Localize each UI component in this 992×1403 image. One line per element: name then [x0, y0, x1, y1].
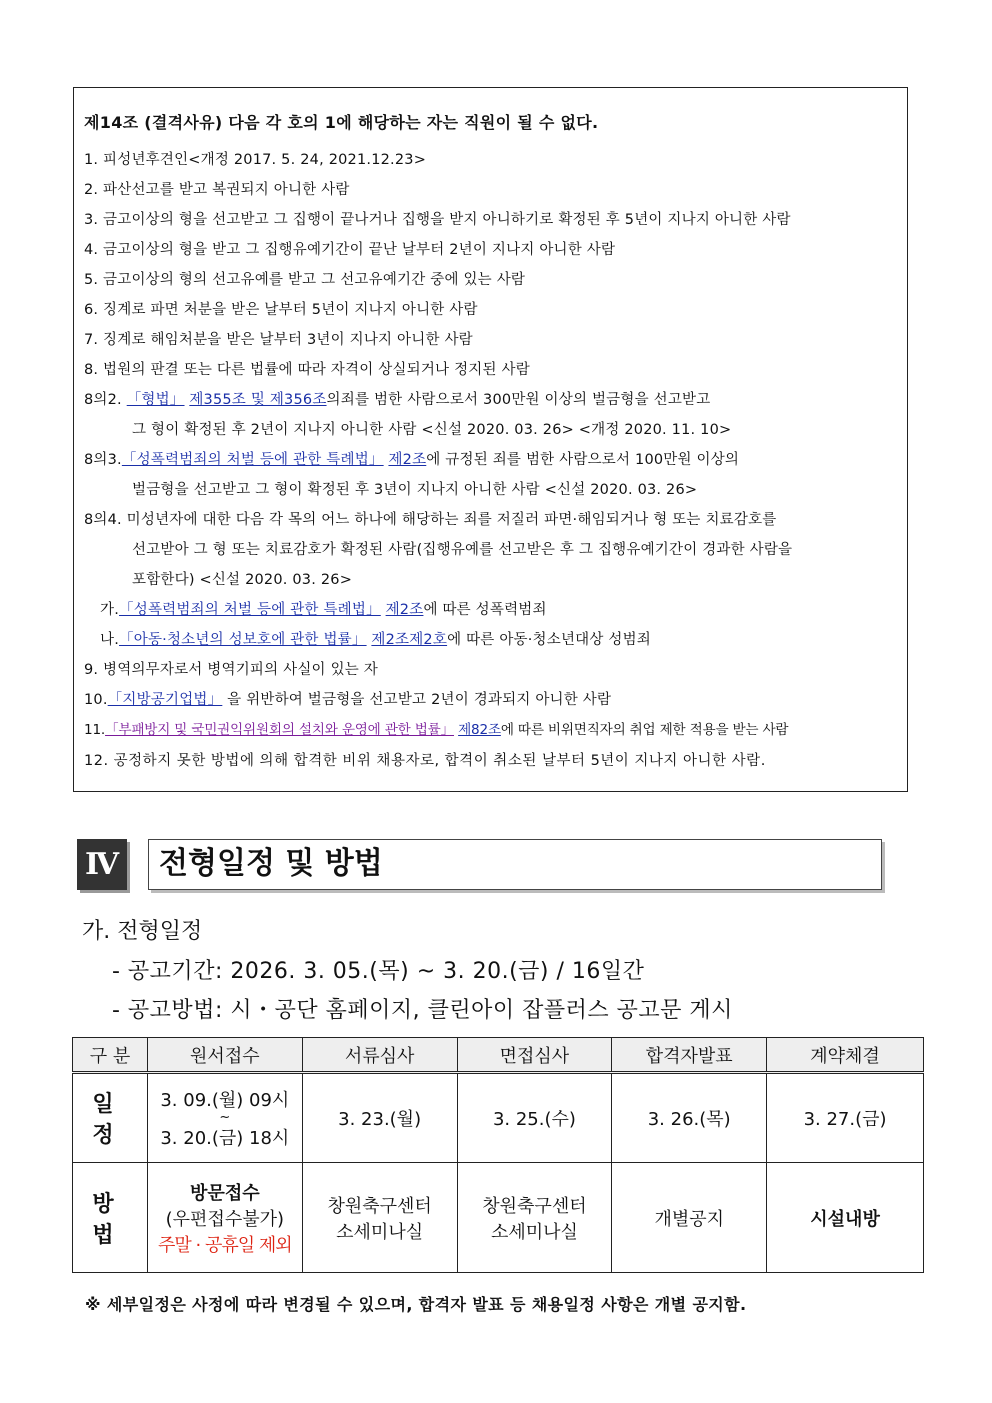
header-announcement: 합격자발표	[612, 1038, 767, 1073]
item-text: 에 규정된 죄를 범한 사람으로서 100만원 이상의	[426, 452, 740, 468]
law-link-article-2[interactable]: 제2조	[385, 602, 424, 618]
item-prefix: 나.	[100, 632, 120, 648]
item-8-2	[84, 388, 710, 409]
cell-announce-method: 개별공지	[612, 1163, 767, 1273]
item-9: 9. 병역의무자로서 병역기피의 사실이 있는 자	[84, 662, 379, 678]
header-reception: 원서접수	[147, 1038, 302, 1073]
item-8-4-l3: 포함한다) <신설 2020. 03. 26>	[132, 572, 353, 588]
law-link-anti-corruption-act[interactable]: 「부패방지 및 국민권익위원회의 설치와 운영에 관한 법률」	[105, 722, 454, 738]
schedule-note: ※ 세부일정은 사정에 따라 변경될 수 있으며, 합격자 발표 등 채용일정 사항은 개별 공지함.	[85, 1295, 747, 1314]
header-contract: 계약체결	[767, 1038, 924, 1073]
item-7: 7. 징계로 해임처분을 받은 날부터 3년이 지나지 아니한 사람	[84, 332, 473, 348]
cell-announce-date: 3. 26.(목)	[612, 1073, 767, 1163]
item-na	[100, 628, 651, 649]
article-title: 제14조 (결격사유) 다음 각 호의 1에 해당하는 자는 직원이 될 수 없다.	[84, 113, 599, 132]
table-row-schedule	[73, 1073, 924, 1163]
header-document-review: 서류심사	[302, 1038, 457, 1073]
holiday-excluded: 주말 · 공휴일 제외	[158, 1234, 292, 1256]
item-6: 6. 징계로 파면 처분을 받은 날부터 5년이 지나지 아니한 사람	[84, 302, 478, 318]
item-prefix: 8의2.	[84, 392, 127, 408]
docs-room: 소세미나실	[336, 1221, 424, 1243]
item-8: 8. 법원의 판결 또는 다른 법률에 따라 자격이 상실되거나 정지된 사람	[84, 362, 530, 378]
cell-contract-method: 시설내방	[767, 1163, 924, 1273]
item-4: 4. 금고이상의 형을 받고 그 집행유예기간이 끝난 날부터 2년이 지나지 아니한 사람	[84, 242, 616, 258]
law-link-article-355[interactable]: 제355조 및 제356조	[189, 392, 327, 408]
item-8-2-cont: 그 형이 확정된 후 2년이 지나지 아니한 사람 <신설 2020. 03. 26> <개정 2020. 11. 10>	[132, 422, 732, 438]
cell-docs-date: 3. 23.(월)	[302, 1073, 457, 1163]
item-prefix: 가.	[100, 602, 120, 618]
item-text: 의죄를 범한 사람으로서 300만원 이상의 벌금형을 선고받고	[326, 392, 711, 408]
interview-room: 소세미나실	[490, 1221, 578, 1243]
cell-interview-date: 3. 25.(수)	[457, 1073, 612, 1163]
header-category: 구 분	[73, 1038, 148, 1073]
item-8-4-l2: 선고받아 그 형 또는 치료감호가 확정된 사람(집행유예를 선고받은 후 그 집행유예기간이 경과한 사람을	[132, 542, 793, 558]
law-link-article-2[interactable]: 제2조	[388, 452, 427, 468]
item-8-3-cont: 벌금형을 선고받고 그 형이 확정된 후 3년이 지나지 아니한 사람 <신설 2020. 03. 26>	[132, 482, 698, 498]
item-text: 에 따른 성폭력범죄	[423, 602, 547, 618]
item-prefix: 10.	[84, 692, 108, 708]
item-prefix: 11.	[84, 722, 106, 738]
table-row-method	[73, 1163, 924, 1273]
law-link-sexual-violence-act[interactable]: 「성폭력범죄의 처벌 등에 관한 특례법」	[119, 602, 381, 618]
law-link-article-82[interactable]: 제82조	[458, 722, 501, 738]
item-11	[84, 718, 788, 738]
visit-reception: 방문접수	[190, 1182, 260, 1204]
cell-reception-date	[147, 1073, 302, 1163]
schedule-table	[72, 1037, 924, 1273]
posting-period: - 공고기간: 2026. 3. 05.(목) ~ 3. 20.(금) / 16일간	[112, 959, 645, 984]
reception-tilde: ~	[219, 1110, 231, 1125]
reception-start: 3. 09.(월) 09시	[160, 1090, 290, 1111]
law-link-local-enterprise-act[interactable]: 「지방공기업법」	[107, 692, 223, 708]
section-number: Ⅳ	[77, 839, 127, 890]
law-link-sexual-violence-act[interactable]: 「성폭력범죄의 처벌 등에 관한 특례법」	[121, 452, 384, 468]
item-text: 에 따른 비위면직자의 취업 제한 적용을 받는 사람	[500, 722, 789, 738]
table-header-row	[73, 1038, 924, 1073]
item-8-4-l1: 8의4. 미성년자에 대한 다음 각 목의 어느 하나에 해당하는 죄를 저질러 파면·해임되거나 형 또는 치료감호를	[84, 512, 777, 528]
cell-interview-method	[457, 1163, 612, 1273]
item-prefix: 8의3.	[84, 452, 122, 468]
law-link-criminal-act[interactable]: 「형법」	[126, 392, 185, 408]
cell-contract-date: 3. 27.(금)	[767, 1073, 924, 1163]
item-8-3	[84, 448, 739, 469]
item-3: 3. 금고이상의 형을 선고받고 그 집행이 끝나거나 집행을 받지 아니하기로 확정된 후 5년이 지나지 아니한 사람	[84, 212, 791, 228]
no-mail: (우편접수불가)	[165, 1208, 285, 1230]
cell-docs-method	[302, 1163, 457, 1273]
header-interview: 면접심사	[457, 1038, 612, 1073]
posting-method: - 공고방법: 시・공단 홈페이지, 클린아이 잡플러스 공고문 게시	[112, 998, 733, 1023]
item-text: 을 위반하여 벌금형을 선고받고 2년이 경과되지 아니한 사람	[222, 692, 612, 708]
item-12: 12. 공정하지 못한 방법에 의해 합격한 비위 채용자로, 합격이 취소된 날부터 5년이 지나지 아니한 사람.	[84, 753, 766, 769]
item-5: 5. 금고이상의 형의 선고유예를 받고 그 선고유예기간 중에 있는 사람	[84, 272, 526, 288]
cell-reception-method	[147, 1163, 302, 1273]
item-10	[84, 688, 611, 709]
reception-end: 3. 20.(금) 18시	[160, 1128, 290, 1149]
law-link-youth-protection-act[interactable]: 「아동·청소년의 성보호에 관한 법률」	[119, 632, 367, 648]
row-label-schedule: 일 정	[73, 1073, 148, 1163]
law-link-article-2-2[interactable]: 제2조제2호	[371, 632, 448, 648]
item-ga	[100, 598, 547, 619]
disqualification-box	[73, 87, 908, 792]
item-2: 2. 파산선고를 받고 복권되지 아니한 사람	[84, 182, 350, 198]
item-1: 1. 피성년후견인<개정 2017. 5. 24, 2021.12.23>	[84, 152, 427, 168]
schedule-subtitle: 가. 전형일정	[82, 919, 203, 944]
interview-venue: 창원축구센터	[482, 1195, 587, 1217]
docs-venue: 창원축구센터	[327, 1195, 432, 1217]
section-title: 전형일정 및 방법	[148, 839, 882, 890]
row-label-method: 방 법	[73, 1163, 148, 1273]
item-text: 에 따른 아동·청소년대상 성범죄	[447, 632, 652, 648]
